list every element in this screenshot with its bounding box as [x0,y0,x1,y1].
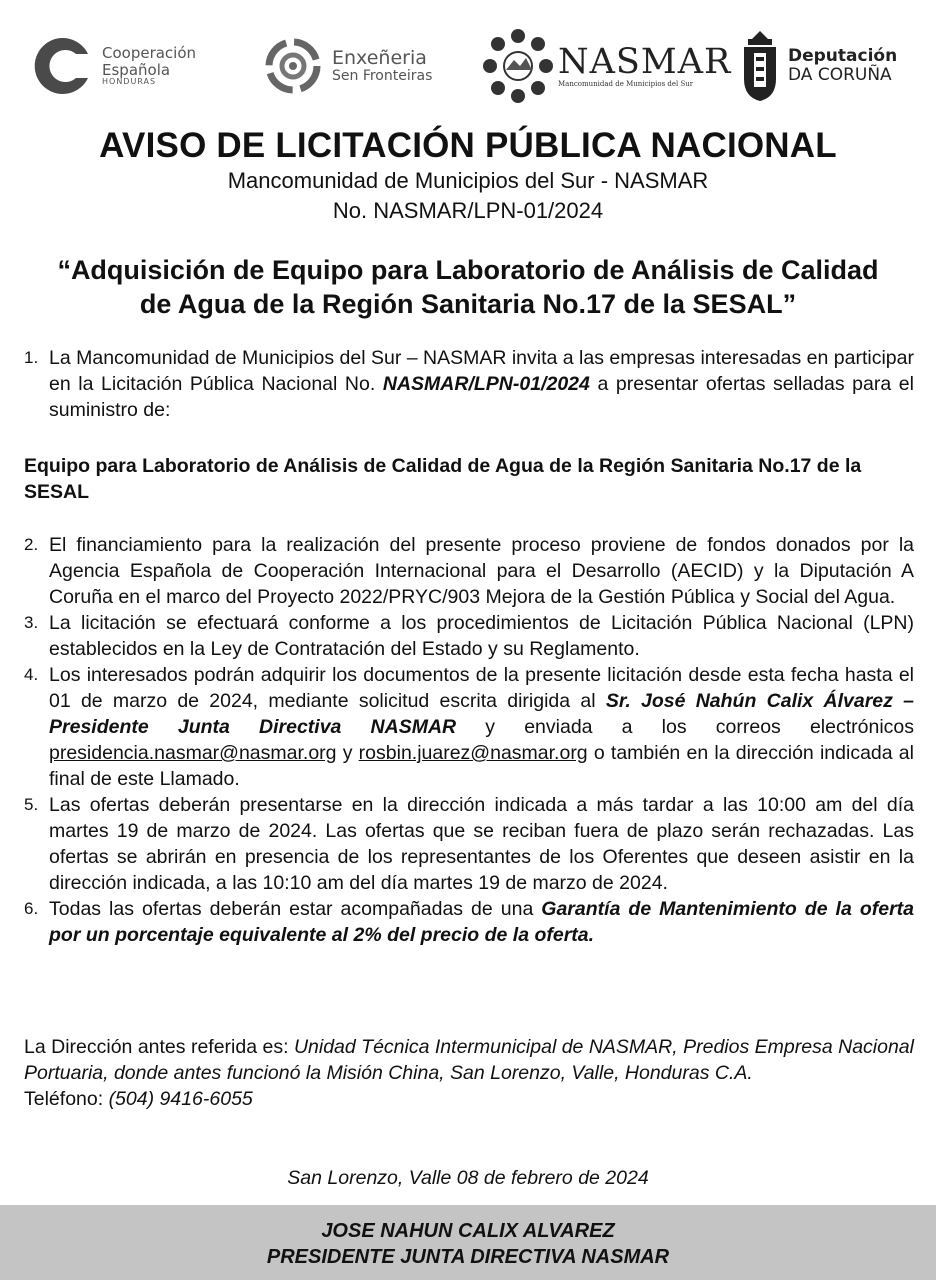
item4-text-b: y enviada a los correos electrónicos [456,716,914,738]
notice-quoted-title [20,253,916,321]
deputacion-coruna-logo [740,24,897,108]
enxeneria-logo [262,24,432,108]
notice-title: AVISO DE LICITACIÓN PÚBLICA NACIONAL [99,126,837,165]
item6-guarantee: Garantía de Mantenimiento de la oferta por un porcentaje equivalente al 2% del precio de la oferta. [49,898,914,946]
list-item-5 [24,792,914,896]
nasmar-emblem-icon [480,26,556,106]
email-link-rosbin[interactable]: rosbin.juarez@nasmar.org [358,742,588,764]
logo-bar [0,24,936,108]
email-link-presidencia[interactable]: presidencia.nasmar@nasmar.org [49,742,337,764]
item6-text-a: Todas las ofertas deberán estar acompañadas de una [49,898,542,920]
cooperacion-line3: HONDURAS [102,77,157,87]
phone-label: Teléfono: [24,1088,109,1110]
cooperacion-line2: Española [102,60,171,79]
address-value: Unidad Técnica Intermunicipal de NASMAR, Predios Empresa Nacional Portuaria, donde antes funcionó la Misión China, San Lorenzo, Valle, Honduras C.A. [24,1036,914,1084]
list-item-3 [24,610,914,662]
phone-line [24,1086,914,1112]
item2-text: El financiamiento para la realización del presente proceso proviene de fondos donados por la Agencia Española de Cooperación Internacional para el Desarrollo (AECID) y la Diputación A Coruña en el marco del Proyecto 2022/PRYC/903 Mejora de la Gestión Pública y Social del Agua. [49,534,914,608]
item4-text-d: o también en la dirección indicada al final de este Llamado. [49,742,914,790]
address-block [24,1034,914,1112]
item-number: 4. [24,665,39,684]
enxeneria-swirl-icon [262,37,324,95]
list-item-6 [24,896,914,948]
enxeneria-line2: Sen Fronteiras [332,67,433,84]
item4-person: Sr. José Nahún Calix Álvarez – Presidente Junta Directiva NASMAR [49,690,914,738]
cooperacion-line1: Cooperación [102,44,197,63]
item-number: 3. [24,613,39,632]
deputacion-line2: DA CORUÑA [788,65,892,85]
item-number: 1. [24,348,39,367]
cooperacion-espanola-logo [30,24,196,108]
date-line: San Lorenzo, Valle 08 de febrero de 2024 [287,1167,649,1189]
quoted-title-line2: de Agua de la Región Sanitaria No.17 de la SESAL” [139,289,797,319]
section-items [24,532,914,948]
notice-subtitle-number: No. NASMAR/LPN-01/2024 [332,198,604,223]
enxeneria-line1: Enxeñeria [332,46,427,69]
notice-subtitle-entity: Mancomunidad de Municipios del Sur - NASMAR [227,168,709,193]
quoted-title-line1: “Adquisición de Equipo para Laboratorio de Análisis de Calidad [57,255,879,285]
phone-value: (504) 9416-6055 [108,1088,253,1110]
signature-role: PRESIDENTE JUNTA DIRECTIVA NASMAR [266,1246,670,1268]
section-item1 [24,345,914,423]
address-label: La Dirección antes referida es: [24,1036,294,1058]
item-list-first [24,345,914,423]
signature-name: JOSE NAHUN CALIX ALVAREZ [321,1220,615,1242]
list-item-1 [24,345,914,423]
item-list [24,532,914,948]
nasmar-tagline: Mancomunidad de Municipios del Sur [558,80,694,88]
nasmar-logo [480,24,731,108]
coruna-shield-icon [740,29,780,103]
item-number: 5. [24,795,39,814]
nasmar-name: NASMAR [558,42,732,82]
item5-text: Las ofertas deberán presentarse en la dirección indicada a más tardar a las 10:00 am del día martes 19 de marzo de 2024. Las ofertas que se reciban fuera de plazo serán rechazadas. Las ofertas se abrirán en presencia de los representantes de los Oferentes que deseen asistir en la dirección indicada, a las 10:10 am del día martes 19 de marzo de 2024. [49,794,914,894]
deputacion-line1: Deputación [788,46,898,67]
item1-text-a: La Mancomunidad de Municipios del Sur – NASMAR invita a las empresas interesadas en participar en la Licitación Pública Nacional No. [49,347,914,395]
item4-text-a: Los interesados podrán adquirir los documentos de la presente licitación desde esta fecha hasta el 01 de marzo de 2024, mediante solicitud escrita dirigida al [49,664,914,712]
supply-description: Equipo para Laboratorio de Análisis de Calidad de Agua de la Región Sanitaria No.17 de la SESAL [24,455,862,503]
list-item-2 [24,532,914,610]
item4-text-c: y [336,742,359,764]
list-item-4 [24,662,914,792]
address-paragraph [24,1034,914,1086]
item1-text-b: a presentar ofertas selladas para el suministro de: [49,373,914,421]
item-number: 6. [24,899,39,918]
item1-code: NASMAR/LPN-01/2024 [382,373,590,395]
item-number: 2. [24,535,39,554]
item3-text: La licitación se efectuará conforme a los procedimientos de Licitación Pública Nacional (LPN) establecidos en la Ley de Contratación del Estado y su Reglamento. [49,612,914,660]
cooperacion-c-icon [30,34,94,98]
